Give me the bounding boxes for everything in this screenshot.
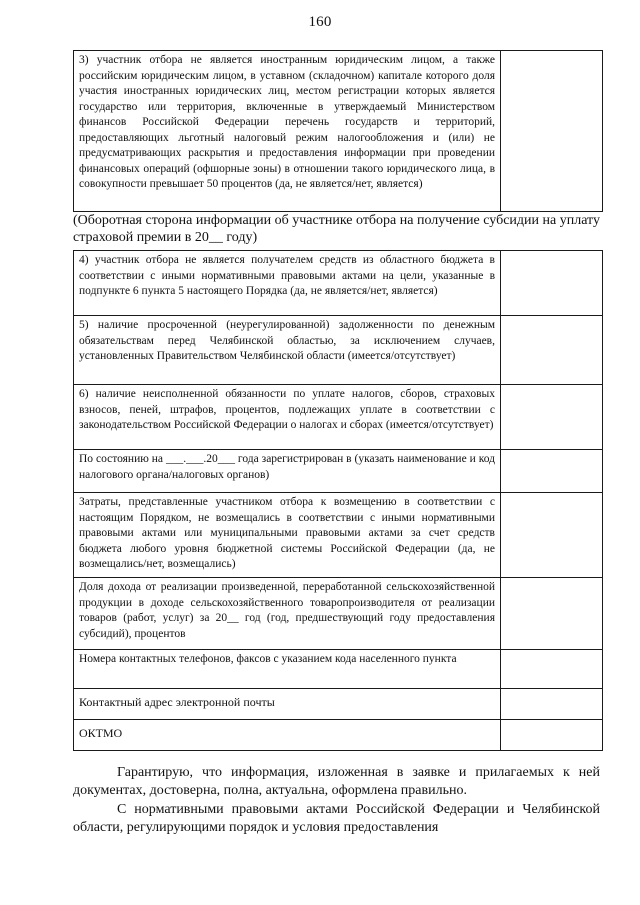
table-cell-criterion (74, 251, 501, 316)
table-cell-value[interactable] (501, 493, 603, 578)
table-cell-value[interactable] (501, 689, 603, 720)
table-row (74, 689, 603, 720)
table-row (74, 251, 603, 316)
table-cell-value[interactable] (501, 51, 603, 212)
table-cell-criterion (74, 493, 501, 578)
table-row (74, 578, 603, 650)
criterion-5-text: 5) наличие просроченной (неурегулированной) задолженности по денежным обязательствам перед Челябинской областью, за исключением случаев, установленных Правительством Челябинской области (имеется/отсутствует) (79, 319, 495, 362)
table-cell-criterion (74, 316, 501, 385)
regulations-text: С нормативными правовыми актами Российской Федерации и Челябинской области, регулирующими порядок и условия предоставления (73, 802, 600, 835)
table-cell-value[interactable] (501, 385, 603, 450)
table-cell-value[interactable] (501, 316, 603, 385)
tax-registration-text: По состоянию на ___.___.20___ года зарегистрирован в (указать наименование и код налогового органа/налоговых органов) (79, 453, 495, 481)
criterion-3-text: 3) участник отбора не является иностранным юридическим лицом, а также российским юридическим лицом, в уставном (складочном) капитале которого доля участия иностранных юридических лиц, местом регистрации которых является государство или территория, включенные в утверждаемый Министерством финансов Российской Федерации перечень государств и территорий, предоставляющих льготный налоговый режим налогообложения и (или) не предусматривающих раскрытия и предоставления информации при проведении финансовых операций (офшорные зоны) в отношении такого юридического лица, в совокупности превышает 50 процентов (да, не является/нет, является) (79, 54, 495, 190)
table-row (74, 720, 603, 751)
email-text: Контактный адрес электронной почты (79, 695, 275, 709)
table-row (74, 51, 603, 212)
phone-numbers-text: Номера контактных телефонов, факсов с указанием кода населенного пункта (79, 653, 457, 665)
table-row (74, 316, 603, 385)
table-cell-criterion (74, 650, 501, 689)
guarantee-text: Гарантирую, что информация, изложенная в заявке и прилагаемых к ней документах, достоверна, полна, актуальна, оформлена правильно. (73, 765, 600, 798)
costs-not-reimbursed-text: Затраты, представленные участником отбора к возмещению в соответствии с настоящим Порядком, не возмещались в соответствии с иными нормативными правовыми актами или муниципальными правовыми актами за счет средств бюджета любого уровня бюджетной системы Российской Федерации (да, не возмещались/нет, возмещались) (79, 496, 495, 570)
table-cell-criterion (74, 450, 501, 493)
table-cell-criterion (74, 689, 501, 720)
table-cell-value[interactable] (501, 650, 603, 689)
table-cell-value[interactable] (501, 720, 603, 751)
table-row (74, 650, 603, 689)
table-cell-criterion (74, 578, 501, 650)
participant-info-table (73, 250, 603, 751)
reverse-side-caption: (Оборотная сторона информации об участнике отбора на получение субсидии на уплату страховой премии в 20__ году) (73, 213, 600, 245)
page-number: 160 (308, 14, 332, 30)
table-row (74, 450, 603, 493)
table-cell-criterion (74, 385, 501, 450)
oktmo-text: ОКТМО (79, 726, 123, 740)
criterion-6-text: 6) наличие неисполненной обязанности по уплате налогов, сборов, страховых взносов, пеней, штрафов, процентов, подлежащих уплате в соответствии с законодательством Российской Федерации о налогах и сборах (имеется/отсутствует) (79, 388, 495, 431)
criterion-4-text: 4) участник отбора не является получателем средств из областного бюджета в соответствии с иными нормативными правовыми актами на цели, указанные в подпункте 6 пункта 5 настоящего Порядка (да, не является/нет, является) (79, 254, 495, 297)
table-cell-criterion (74, 51, 501, 212)
table-row (74, 493, 603, 578)
table-cell-value[interactable] (501, 578, 603, 650)
table-cell-criterion (74, 720, 501, 751)
table-row (74, 385, 603, 450)
table-cell-value[interactable] (501, 251, 603, 316)
guarantee-paragraph (73, 764, 600, 799)
table-cell-value[interactable] (501, 450, 603, 493)
income-share-text: Доля дохода от реализации произведенной, переработанной сельскохозяйственной продукции в доходе сельскохозяйственного товаропроизводителя от реализации товаров (работ, услуг) за 20__ год (год, предшествующий году предоставления субсидий), процентов (79, 581, 495, 640)
regulations-paragraph (73, 801, 600, 836)
participant-info-table-top (73, 50, 603, 212)
